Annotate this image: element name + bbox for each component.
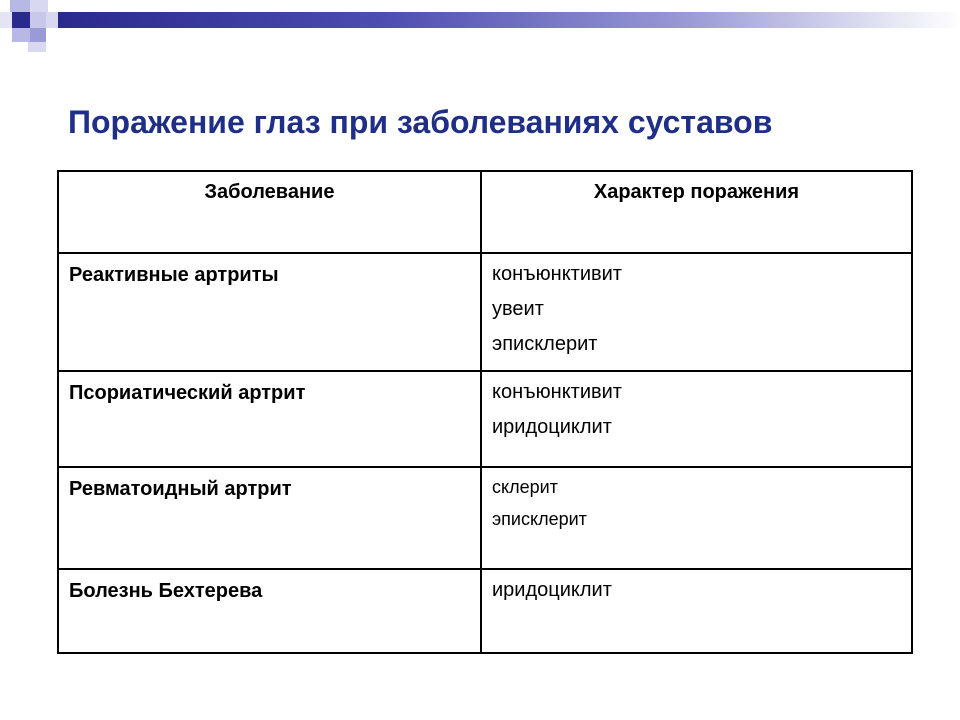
- lesion-cell: [481, 467, 912, 569]
- table-row: [58, 253, 912, 371]
- lesion-item: склерит: [492, 477, 558, 497]
- lesion-item: эписклерит: [492, 333, 598, 355]
- decor-square: [10, 0, 30, 12]
- table-row: [58, 467, 912, 569]
- lesion-item: иридоциклит: [492, 416, 612, 438]
- column-header-lesion: Характер поражения: [481, 171, 912, 253]
- table-row: [58, 569, 912, 653]
- lesion-item: конъюнктивит: [492, 381, 622, 403]
- slide-title: Поражение глаз при заболеваниях суставов: [68, 104, 773, 140]
- lesion-cell: [481, 253, 912, 371]
- disease-cell: Болезнь Бехтерева: [58, 569, 481, 653]
- header-gradient-bar: [58, 12, 960, 28]
- decor-square: [30, 0, 48, 12]
- decor-square: [30, 12, 46, 28]
- decor-square: [28, 42, 46, 52]
- decor-square: [46, 12, 58, 28]
- column-header-disease: Заболевание: [58, 171, 481, 253]
- eye-lesion-table: [57, 170, 913, 654]
- lesion-cell: [481, 569, 912, 653]
- disease-cell: Реактивные артриты: [58, 253, 481, 371]
- decor-square: [12, 28, 30, 42]
- table-header-row: [58, 171, 912, 253]
- lesion-item: увеит: [492, 298, 544, 320]
- lesion-item: эписклерит: [492, 509, 587, 529]
- lesion-item: конъюнктивит: [492, 263, 622, 285]
- table-row: [58, 371, 912, 467]
- lesion-cell: [481, 371, 912, 467]
- decor-square: [30, 28, 46, 42]
- disease-cell: Ревматоидный артрит: [58, 467, 481, 569]
- lesion-item: иридоциклит: [492, 579, 612, 601]
- decor-square: [0, 12, 12, 28]
- decor-square: [12, 12, 30, 28]
- disease-cell: Псориатический артрит: [58, 371, 481, 467]
